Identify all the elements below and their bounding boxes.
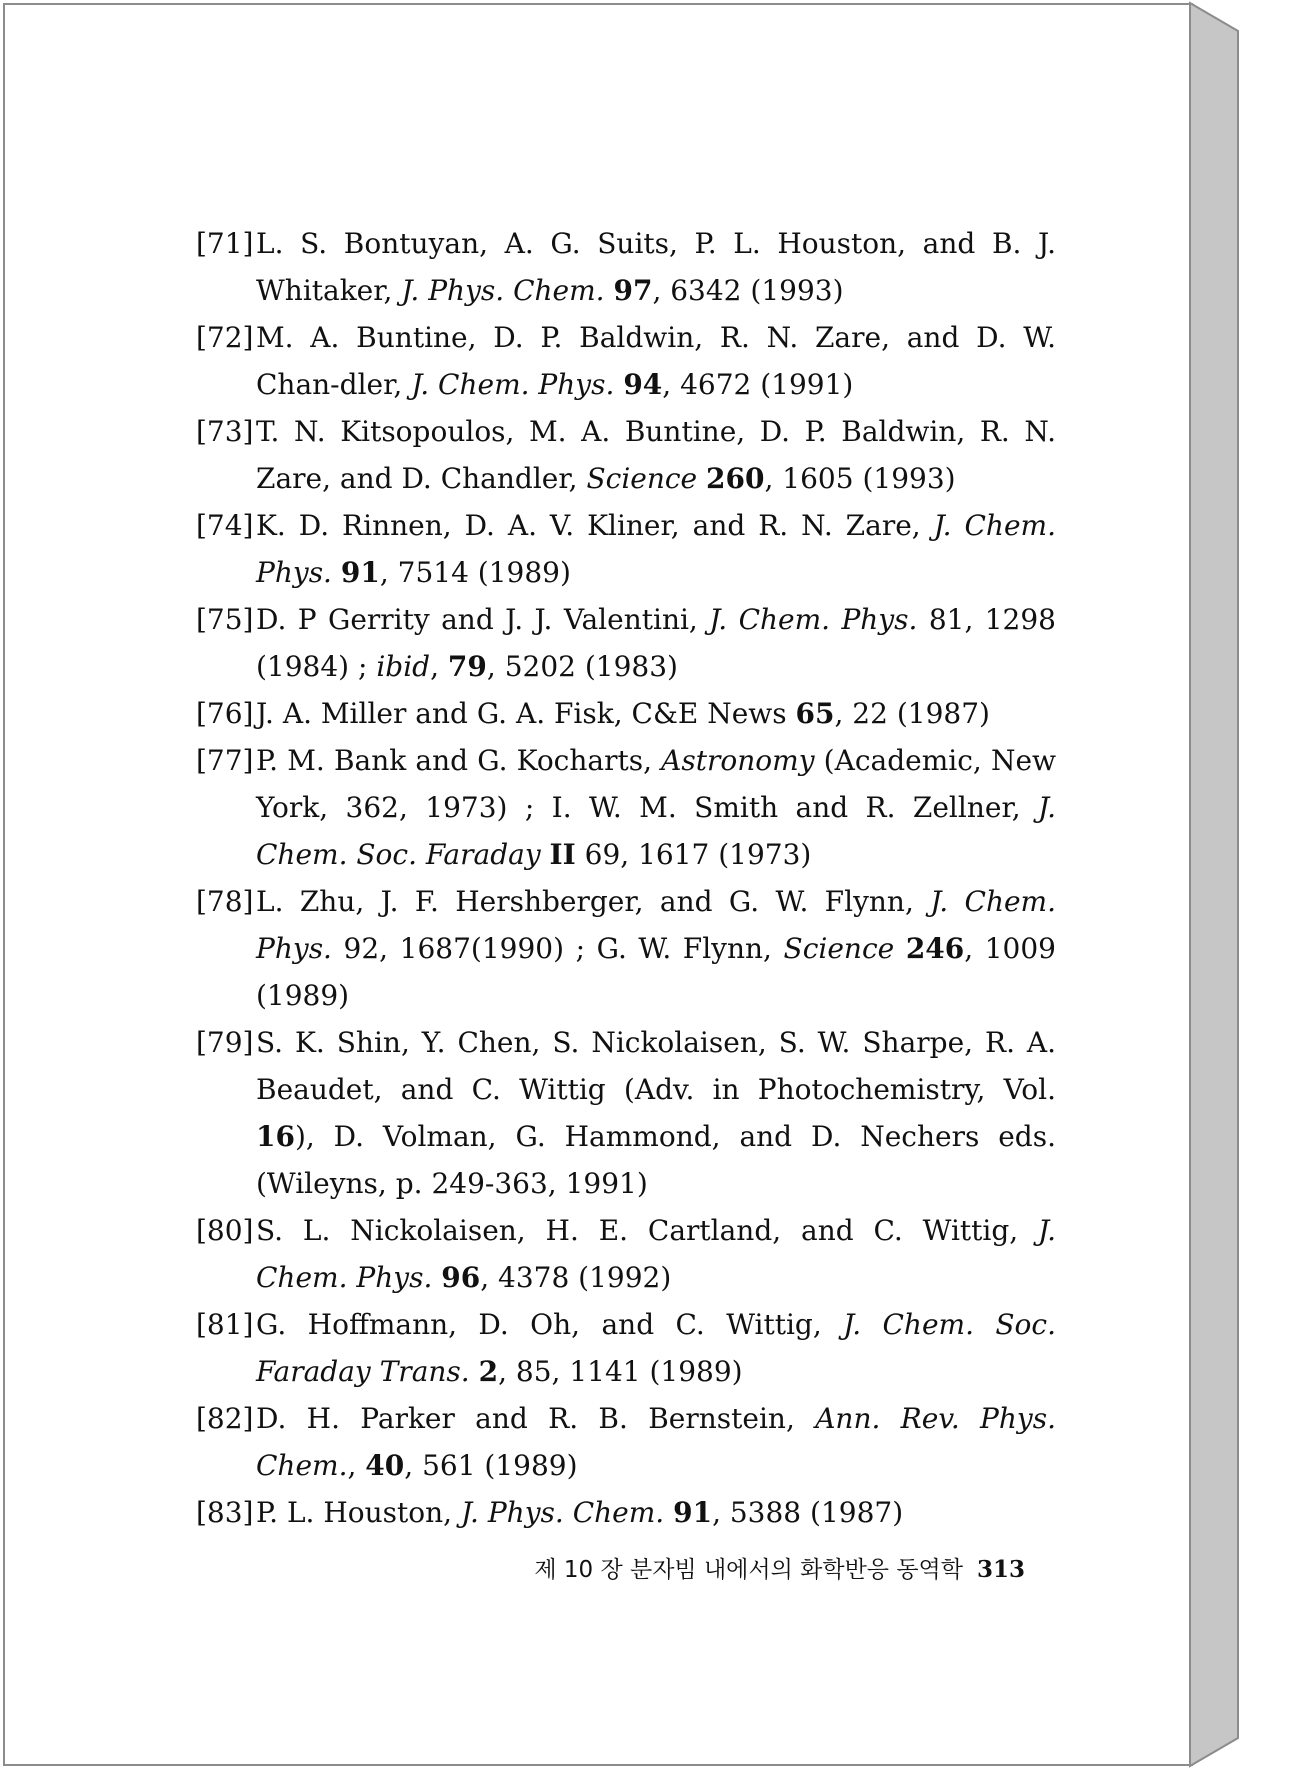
reference-segment: 96 xyxy=(441,1261,481,1294)
reference-item xyxy=(196,596,1056,690)
reference-segment: 2 xyxy=(478,1355,499,1388)
reference-number: [77] xyxy=(196,744,254,777)
reference-segment xyxy=(470,1355,479,1388)
reference-segment: , 4672 (1991) xyxy=(662,368,854,401)
reference-text xyxy=(256,1301,1056,1395)
book-edge-shape xyxy=(1190,3,1316,1766)
reference-segment: , 5202 (1983) xyxy=(486,650,678,683)
reference-segment: (Academic, New York, 362, 1973) ; I. W. M. Smith and R. Zellner, xyxy=(256,744,1056,824)
reference-segment: J. Chem. Soc. Faraday Trans. xyxy=(256,1308,1056,1388)
reference-number: [71] xyxy=(196,227,254,260)
reference-segment: 97 xyxy=(613,274,653,307)
reference-segment: , xyxy=(347,1449,366,1482)
reference-segment: J. Chem. Phys. xyxy=(411,368,615,401)
reference-number: [81] xyxy=(196,1308,254,1341)
reference-segment: Science xyxy=(783,932,895,965)
reference-number: [78] xyxy=(196,885,254,918)
reference-item xyxy=(196,220,1056,314)
reference-segment: L. Zhu, J. F. Hershberger, and G. W. Flynn, xyxy=(256,885,931,918)
reference-segment: 81, 1298 (1984) ; xyxy=(256,603,1056,683)
reference-segment: 16 xyxy=(256,1120,295,1153)
reference-item xyxy=(196,408,1056,502)
reference-text xyxy=(256,1489,1056,1536)
reference-text xyxy=(256,220,1056,314)
reference-segment: 91 xyxy=(673,1496,713,1529)
reference-text xyxy=(256,314,1056,408)
chapter-title: 제 10 장 분자빔 내에서의 화학반응 동역학 xyxy=(534,1557,963,1583)
reference-segment: L. S. Bontuyan, A. G. Suits, P. L. Houston, and B. J. Whitaker, xyxy=(256,227,1056,307)
reference-segment xyxy=(664,1496,673,1529)
reference-item xyxy=(196,1301,1056,1395)
reference-segment: S. L. Nickolaisen, H. E. Cartland, and C. Wittig, xyxy=(256,1214,1039,1247)
reference-text xyxy=(256,502,1056,596)
reference-item xyxy=(196,1207,1056,1301)
reference-segment: D. H. Parker and R. B. Bernstein, xyxy=(256,1402,816,1435)
reference-segment: ), D. Volman, G. Hammond, and D. Nechers eds. (Wileyns, p. 249-363, 1991) xyxy=(256,1120,1056,1200)
reference-segment: J. Chem. Soc. Faraday xyxy=(256,791,1056,871)
reference-item xyxy=(196,1395,1056,1489)
reference-item xyxy=(196,1019,1056,1207)
reference-number: [83] xyxy=(196,1496,254,1529)
reference-segment: , 6342 (1993) xyxy=(652,274,844,307)
reference-item xyxy=(196,502,1056,596)
reference-segment: J. Chem. Phys. xyxy=(709,603,918,636)
reference-segment: 94 xyxy=(623,368,663,401)
reference-item xyxy=(196,737,1056,878)
reference-text xyxy=(256,1395,1056,1489)
reference-segment xyxy=(894,932,906,965)
reference-segment: J. A. Miller and G. A. Fisk, C&E News xyxy=(256,697,796,730)
reference-number: [74] xyxy=(196,509,254,542)
reference-segment xyxy=(614,368,623,401)
reference-item xyxy=(196,1489,1056,1536)
reference-item xyxy=(196,690,1056,737)
reference-text xyxy=(256,1019,1056,1207)
reference-segment: 40 xyxy=(365,1449,405,1482)
reference-segment: S. K. Shin, Y. Chen, S. Nickolaisen, S. W. Sharpe, R. A. Beaudet, and C. Wittig (Adv. in Photochemistry, Vol. xyxy=(256,1026,1056,1106)
reference-segment: J. Chem. Phys. xyxy=(256,509,1056,589)
reference-text xyxy=(256,1207,1056,1301)
reference-text xyxy=(256,878,1056,1019)
reference-segment: II xyxy=(549,838,576,871)
reference-segment: J. Chem. Phys. xyxy=(256,885,1056,965)
reference-segment: , 1009 (1989) xyxy=(256,932,1056,1012)
reference-text xyxy=(256,737,1056,878)
reference-segment: , xyxy=(430,650,448,683)
reference-segment: 92, 1687(1990) ; G. W. Flynn, xyxy=(331,932,784,965)
reference-segment: Ann. Rev. Phys. Chem. xyxy=(256,1402,1057,1482)
reference-segment: J. Phys. Chem. xyxy=(401,274,605,307)
reference-number: [80] xyxy=(196,1214,254,1247)
page-footer xyxy=(520,1551,1025,1584)
reference-segment: , 561 (1989) xyxy=(404,1449,578,1482)
reference-segment: , 22 (1987) xyxy=(834,697,990,730)
reference-segment: T. N. Kitsopoulos, M. A. Buntine, D. P. Baldwin, R. N. Zare, and D. Chandler, xyxy=(256,415,1056,495)
reference-segment: , 5388 (1987) xyxy=(712,1496,904,1529)
reference-segment: 69, 1617 (1973) xyxy=(575,838,812,871)
reference-text xyxy=(256,408,1056,502)
reference-segment xyxy=(697,462,706,495)
reference-number: [72] xyxy=(196,321,254,354)
reference-segment: , 1605 (1993) xyxy=(764,462,956,495)
reference-segment: M. A. Buntine, D. P. Baldwin, R. N. Zare, and D. W. Chan-dler, xyxy=(256,321,1056,401)
reference-segment: P. L. Houston, xyxy=(256,1496,461,1529)
reference-segment: 79 xyxy=(447,650,487,683)
reference-segment: J. Chem. Phys. xyxy=(256,1214,1056,1294)
reference-segment: K. D. Rinnen, D. A. V. Kliner, and R. N. Zare, xyxy=(256,509,934,542)
reference-list xyxy=(196,220,1056,1536)
reference-segment xyxy=(541,838,550,871)
reference-segment: G. Hoffmann, D. Oh, and C. Wittig, xyxy=(256,1308,844,1341)
reference-segment: P. M. Bank and G. Kocharts, xyxy=(256,744,662,777)
reference-segment: 260 xyxy=(706,462,765,495)
reference-segment: , 85, 1141 (1989) xyxy=(498,1355,743,1388)
reference-number: [75] xyxy=(196,603,254,636)
reference-segment: ibid xyxy=(376,650,431,683)
reference-segment: 91 xyxy=(340,556,380,589)
reference-segment xyxy=(432,1261,441,1294)
reference-number: [82] xyxy=(196,1402,254,1435)
reference-text xyxy=(256,596,1056,690)
reference-segment: 65 xyxy=(795,697,835,730)
reference-segment: Science xyxy=(586,462,698,495)
page-number: 313 xyxy=(976,1556,1025,1583)
reference-segment xyxy=(332,556,341,589)
reference-segment: D. P Gerrity and J. J. Valentini, xyxy=(256,603,710,636)
reference-segment: Astronomy xyxy=(661,744,815,777)
reference-segment: 246 xyxy=(905,932,965,965)
reference-number: [73] xyxy=(196,415,254,448)
reference-segment: , 4378 (1992) xyxy=(480,1261,672,1294)
reference-segment: J. Phys. Chem. xyxy=(460,1496,665,1529)
reference-number: [79] xyxy=(196,1026,254,1059)
reference-item xyxy=(196,314,1056,408)
reference-segment: , 7514 (1989) xyxy=(379,556,571,589)
reference-text xyxy=(256,690,1056,737)
reference-number: [76] xyxy=(196,697,254,730)
reference-item xyxy=(196,878,1056,1019)
